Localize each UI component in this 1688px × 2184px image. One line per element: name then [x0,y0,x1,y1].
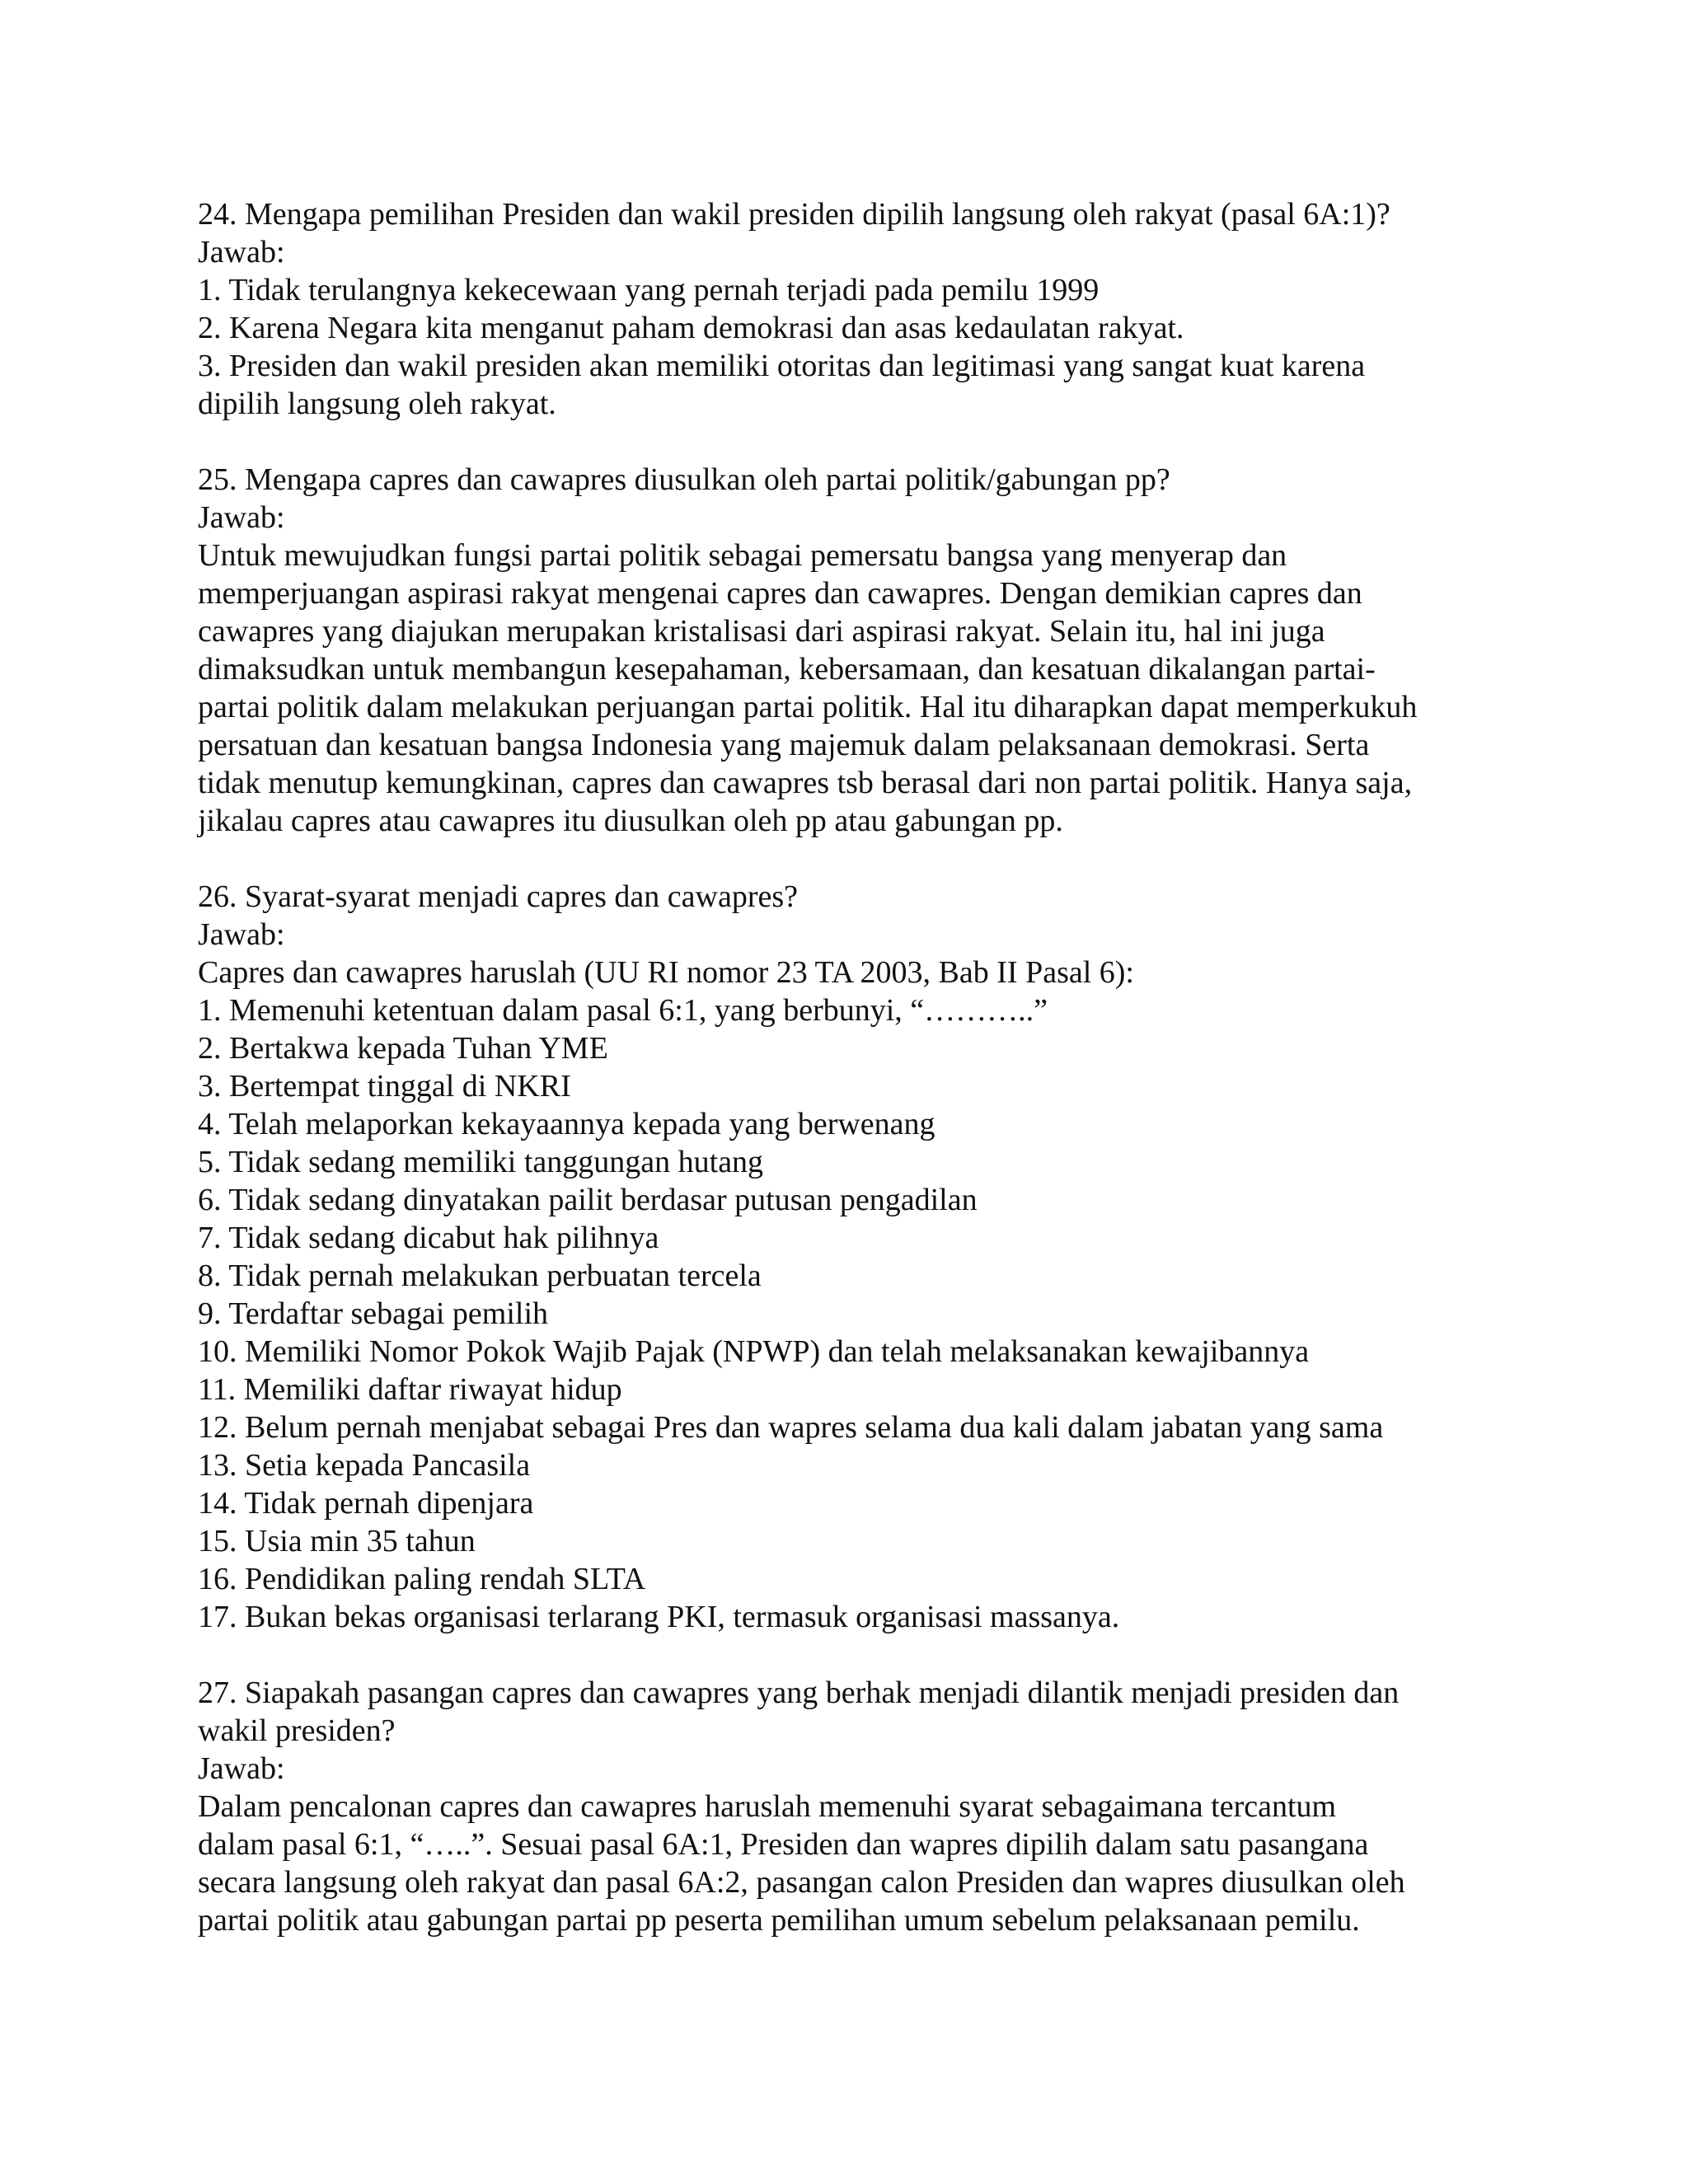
text-line: 24. Mengapa pemilihan Presiden dan wakil presiden dipilih langsung oleh rakyat (pasal 6A:1)? [198,197,1390,232]
text-line: 3. Presiden dan wakil presiden akan memiliki otoritas dan legitimasi yang sangat kuat karena [198,349,1366,383]
text-line: memperjuangan aspirasi rakyat mengenai capres dan cawapres. Dengan demikian capres dan [198,576,1362,611]
text-line: Untuk mewujudkan fungsi partai politik sebagai pemersatu bangsa yang menyerap dan [198,538,1287,573]
text-line: 2. Bertakwa kepada Tuhan YME [198,1031,608,1066]
text-line: Dalam pencalonan capres dan cawapres haruslah memenuhi syarat sebagaimana tercantum [198,1789,1337,1824]
text-line: 5. Tidak sedang memiliki tanggungan hutang [198,1145,764,1179]
text-line: 11. Memiliki daftar riwayat hidup [198,1372,622,1407]
text-line: Jawab: [198,500,285,535]
text-line: Jawab: [198,917,285,952]
text-line: 27. Siapakah pasangan capres dan cawapres yang berhak menjadi dilantik menjadi presiden dan [198,1675,1400,1710]
text-line: jikalau capres atau cawapres itu diusulkan oleh pp atau gabungan pp. [198,804,1063,838]
text-line: wakil presiden? [198,1713,396,1748]
question-26-block [198,878,1500,1636]
text-line: 26. Syarat-syarat menjadi capres dan cawapres? [198,879,798,914]
question-27-block [198,1674,1500,1939]
text-line: tidak menutup kemungkinan, capres dan cawapres tsb berasal dari non partai politik. Hanya saja, [198,766,1413,800]
text-line: persatuan dan kesatuan bangsa Indonesia yang majemuk dalam pelaksanaan demokrasi. Serta [198,728,1370,762]
text-line: dalam pasal 6:1, “…..”. Sesuai pasal 6A:1, Presiden dan wapres dipilih dalam satu pasangana [198,1827,1369,1862]
text-line: 1. Tidak terulangnya kekecewaan yang pernah terjadi pada pemilu 1999 [198,273,1100,307]
text-line: 2. Karena Negara kita menganut paham demokrasi dan asas kedaulatan rakyat. [198,311,1184,345]
text-line: 14. Tidak pernah dipenjara [198,1486,534,1521]
text-line: Jawab: [198,235,285,269]
text-line: 16. Pendidikan paling rendah SLTA [198,1562,646,1596]
question-25-block [198,461,1500,840]
text-line: 6. Tidak sedang dinyatakan pailit berdasar putusan pengadilan [198,1183,978,1217]
text-line: partai politik atau gabungan partai pp peserta pemilihan umum sebelum pelaksanaan pemilu. [198,1903,1360,1938]
document-body [198,195,1500,1977]
text-line: partai politik dalam melakukan perjuangan partai politik. Hal itu diharapkan dapat memperkukuh [198,690,1418,724]
text-line: dimaksudkan untuk membangun kesepahaman, kebersamaan, dan kesatuan dikalangan partai- [198,652,1376,687]
text-line: 10. Memiliki Nomor Pokok Wajib Pajak (NPWP) dan telah melaksanakan kewajibannya [198,1334,1310,1369]
text-line: Jawab: [198,1751,285,1786]
text-line: 12. Belum pernah menjabat sebagai Pres dan wapres selama dua kali dalam jabatan yang sama [198,1410,1384,1445]
text-line: secara langsung oleh rakyat dan pasal 6A:2, pasangan calon Presiden dan wapres diusulkan oleh [198,1865,1405,1900]
text-line: 1. Memenuhi ketentuan dalam pasal 6:1, yang berbunyi, “………..” [198,993,1048,1028]
text-line: 15. Usia min 35 tahun [198,1524,476,1558]
text-line: dipilih langsung oleh rakyat. [198,387,556,421]
question-24-block [198,195,1500,423]
text-line: Capres dan cawapres haruslah (UU RI nomor 23 TA 2003, Bab II Pasal 6): [198,955,1134,990]
text-line: 8. Tidak pernah melakukan perbuatan tercela [198,1258,762,1293]
text-line: 3. Bertempat tinggal di NKRI [198,1069,571,1104]
text-line: 17. Bukan bekas organisasi terlarang PKI, termasuk organisasi massanya. [198,1600,1120,1634]
text-line: cawapres yang diajukan merupakan kristalisasi dari aspirasi rakyat. Selain itu, hal ini juga [198,614,1325,649]
text-line: 4. Telah melaporkan kekayaannya kepada yang berwenang [198,1107,935,1141]
text-line: 7. Tidak sedang dicabut hak pilihnya [198,1221,659,1255]
text-line: 25. Mengapa capres dan cawapres diusulkan oleh partai politik/gabungan pp? [198,462,1170,497]
text-line: 9. Terdaftar sebagai pemilih [198,1296,549,1331]
text-line: 13. Setia kepada Pancasila [198,1448,531,1483]
